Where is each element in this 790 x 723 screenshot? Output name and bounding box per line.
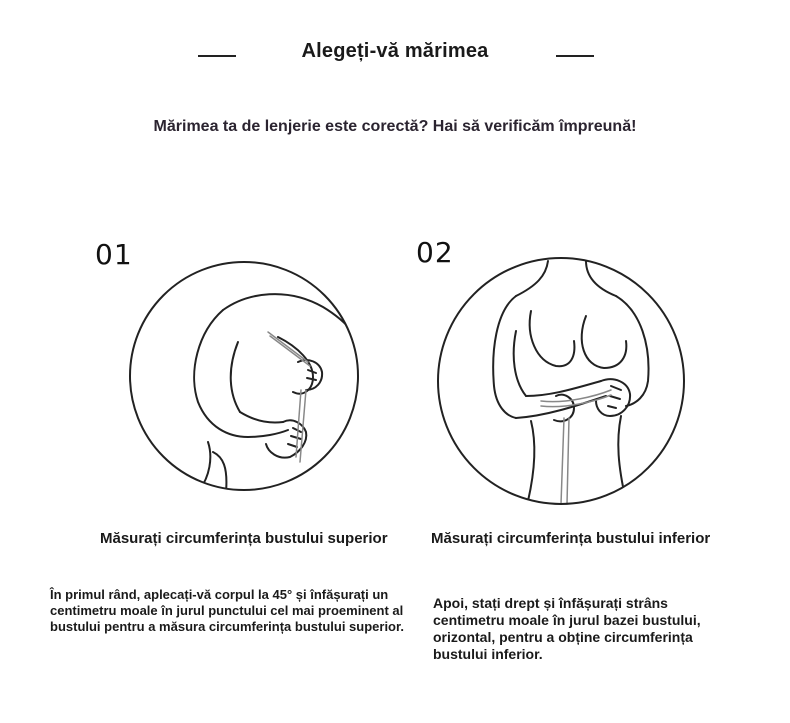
step-1-description: În primul rând, aplecați-vă corpul la 45° și înfășurați un centimetru moale în jurul punctului cel mai proeminent al bustului pentru a măsura circumferința bustului superior. — [50, 587, 404, 634]
step-2-title: Măsurați circumferința bustului inferior — [431, 530, 711, 547]
step-1-illustration — [128, 252, 360, 502]
step-2-number: 02 — [416, 236, 454, 269]
page-subtitle: Mărimea ta de lenjerie este corectă? Hai să verificăm împreună! — [153, 118, 637, 135]
step-2-description: Apoi, stați drept și înfășurați strâns centimetru moale în jurul bazei bustului, orizontal, pentru a obține circumferința bustului inferior. — [433, 595, 701, 662]
page-title: Alegeți-vă mărimea — [301, 40, 489, 62]
title-decor-line-right — [556, 55, 594, 57]
step-2-illustration — [436, 256, 686, 506]
step-1-title: Măsurați circumferința bustului superior — [100, 530, 388, 547]
step-1-number: 01 — [95, 238, 133, 271]
